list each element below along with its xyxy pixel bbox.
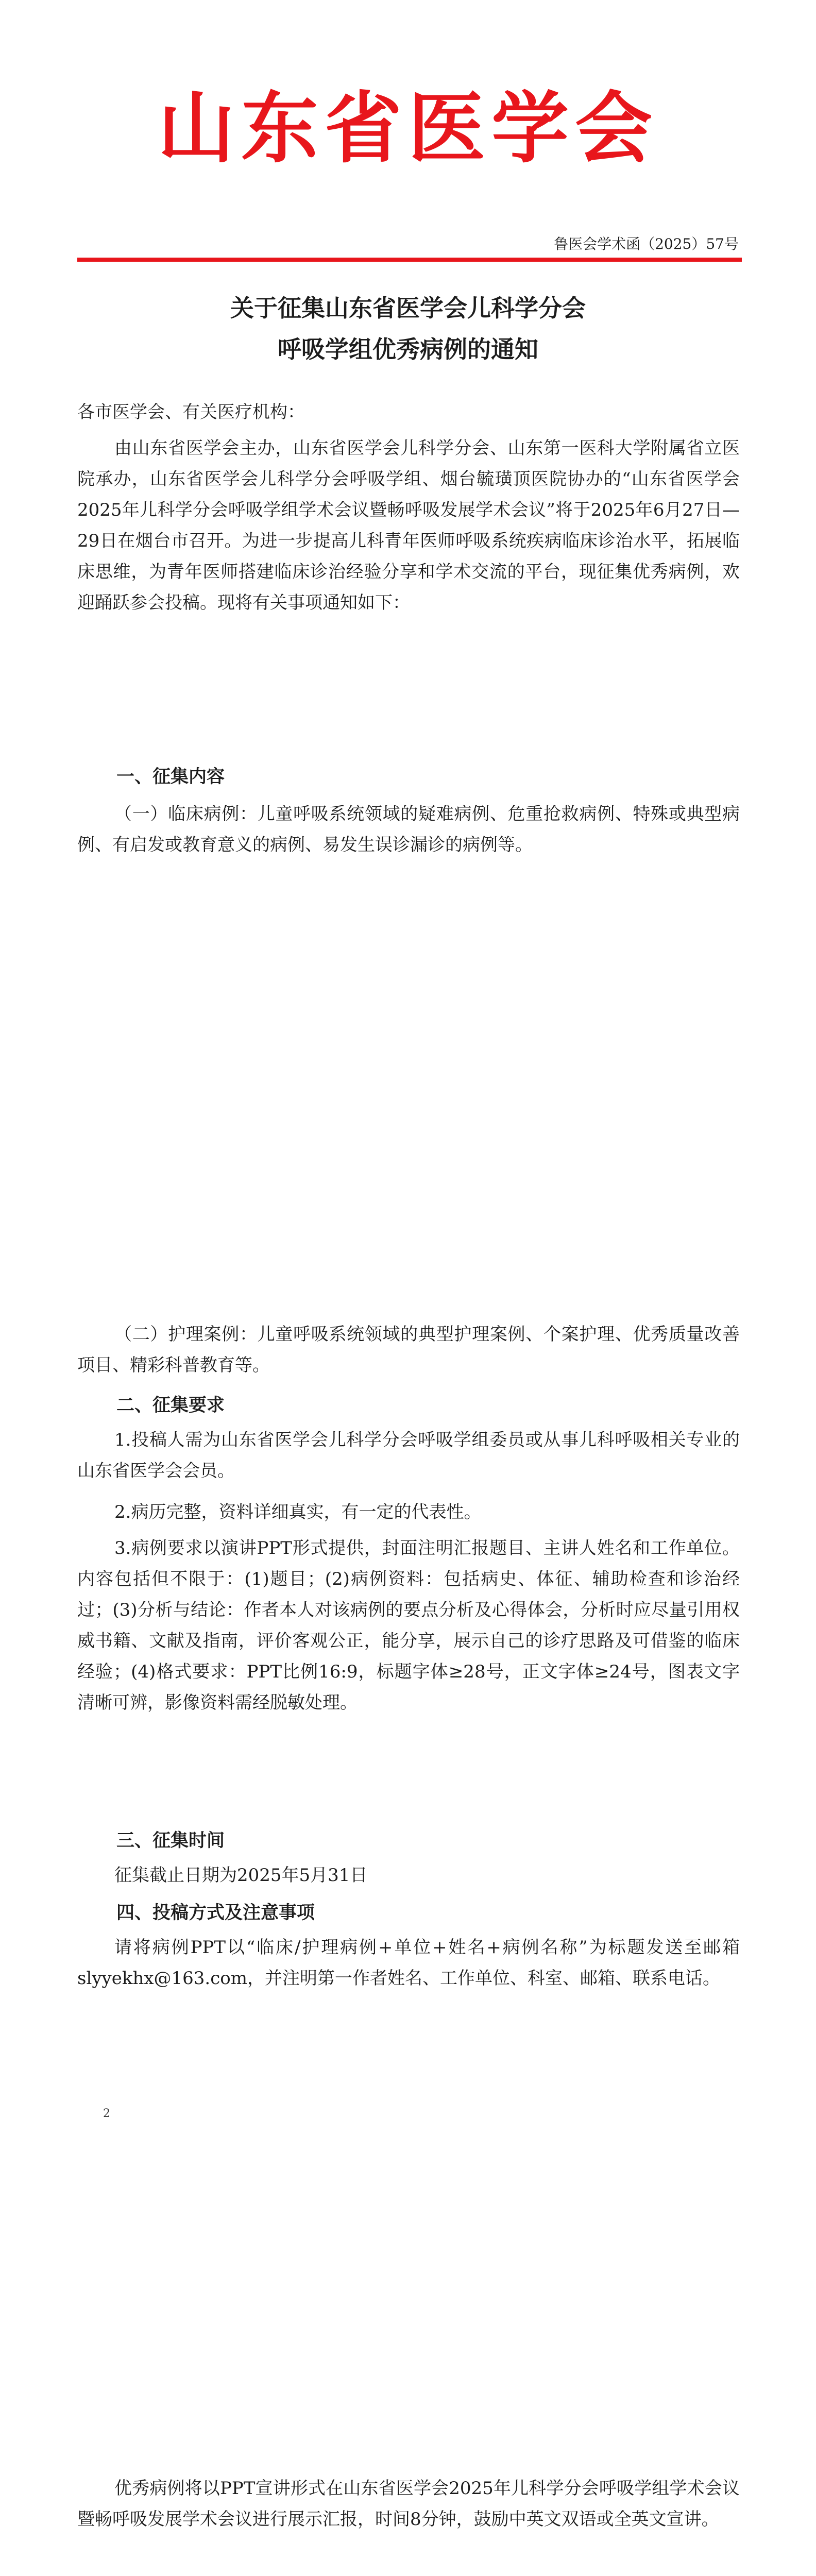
item2-label: （二）护理案例： [114,1324,258,1345]
doc-title-line1: 关于征集山东省医学会儿科学分会 [230,294,586,322]
page-2 [0,1298,816,2329]
item1-text: 儿童呼吸系统领域的疑难病例、危重抢救病例、特殊或典型病例、有启发或教育意义的病例、易发生误诊漏诊的病例等。 [77,804,740,855]
intro-paragraph: 由山东省医学会主办，山东省医学会儿科学分会、山东第一医科大学附属省立医院承办，山东省医学会儿科学分会呼吸学组、烟台毓璜顶医院协办的“山东省医学会2025年儿科学分会呼吸学组学术会议暨畅呼吸发展学术会议”将于2025年6月27日—29日在烟台市召开。为进一步提高儿科青年医师呼吸系统疾病临床诊治水平，拓展临床思维，为青年医师搭建临床诊治经验分享和学术交流的平台，现征集优秀病例，欢迎踊跃参会投稿。现将有关事项通知如下： [77,438,740,613]
page-gap-1 [0,1185,816,1298]
requirement-1: 1.投稿人需为山东省医学会儿科学分会呼吸学组委员或从事儿科呼吸相关专业的山东省医学会会员。 [77,1430,740,1481]
doc-number: 鲁医会学术函（2025）57号 [554,235,739,252]
section2-heading: 二、征集要求 [116,1395,225,1416]
showcase-text: 优秀病例将以PPT宣讲形式在山东省医学会2025年儿科学分会呼吸学组学术会议暨畅呼吸发展学术会议进行展示汇报，时间8分钟，鼓励中英文双语或全英文宣讲。 [77,2478,740,2530]
page-1 [0,0,816,1185]
letterhead-rule [77,258,742,262]
section1-item1 [77,799,740,860]
section1-item2 [77,1319,740,1381]
item2-text: 儿童呼吸系统领域的典型护理案例、个案护理、优秀质量改善项目、精彩科普教育等。 [77,1324,740,1376]
salutation: 各市医学会、有关医疗机构： [77,402,305,422]
item1-label: （一）临床病例： [114,804,258,824]
page-number-2: 2 [103,2107,110,2120]
submission-text: 请将病例PPT以“临床/护理病例+单位+姓名+病例名称”为标题发送至邮箱slyyekhx@163.com，并注明第一作者姓名、工作单位、科室、邮箱、联系电话。 [77,1937,740,1989]
deadline-text: 征集截止日期为2025年5月31日 [114,1865,368,1886]
letterhead-org: 山东省医学会 [157,84,658,174]
page-gap-2 [0,2329,816,2432]
doc-title-line2: 呼吸学组优秀病例的通知 [278,335,538,363]
section3-heading: 三、征集时间 [116,1831,225,1851]
requirement-2: 2.病历完整，资料详细真实，有一定的代表性。 [114,1502,482,1522]
section1-heading: 一、征集内容 [116,767,225,787]
requirement-3: 3.病例要求以演讲PPT形式提供，封面注明汇报题目、主讲人姓名和工作单位。内容包括但不限于：(1)题目；(2)病例资料：包括病史、体征、辅助检查和诊治经过；(3)分析与结论：作者本人对该病例的要点分析及心得体会，分析时应尽量引用权威书籍、文献及指南，评价客观公正，能分享，展示自己的诊疗思路及可借鉴的临床经验；(4)格式要求：PPT比例16:9，标题字体≥28号，正文字体≥24号，图表文字清晰可辨，影像资料需经脱敏处理。 [77,1538,740,1713]
section4-heading: 四、投稿方式及注意事项 [116,1903,315,1923]
page-3 [0,2432,816,2576]
